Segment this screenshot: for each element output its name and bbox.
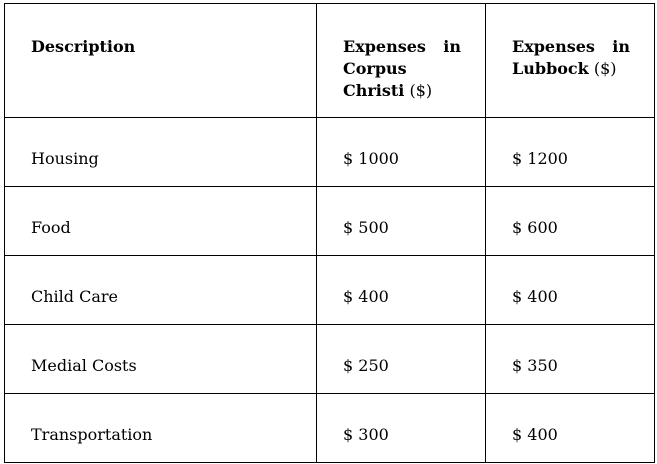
cell-lubbock: $ 600 (486, 187, 655, 256)
table-row (5, 118, 655, 187)
table-row (5, 187, 655, 256)
cell-description: Medial Costs (5, 325, 317, 394)
header-description-label: Description (31, 37, 136, 56)
header-lubbock-unit: ($) (593, 59, 617, 78)
cell-description: Housing (5, 118, 317, 187)
cell-corpus-christi: $ 250 (317, 325, 486, 394)
cell-corpus-christi: $ 1000 (317, 118, 486, 187)
header-lubbock (486, 4, 655, 118)
cell-corpus-christi: $ 300 (317, 394, 486, 463)
header-description (5, 4, 317, 118)
header-row (5, 4, 655, 118)
cell-corpus-christi: $ 400 (317, 256, 486, 325)
cell-lubbock: $ 1200 (486, 118, 655, 187)
cell-lubbock: $ 400 (486, 394, 655, 463)
cell-description: Transportation (5, 394, 317, 463)
cell-description: Child Care (5, 256, 317, 325)
cell-lubbock: $ 350 (486, 325, 655, 394)
header-corpus-christi-unit: ($) (409, 81, 433, 100)
header-lubbock-label: Expenses in Lubbock (512, 37, 630, 78)
header-corpus-christi (317, 4, 486, 118)
table-row (5, 394, 655, 463)
header-corpus-christi-label: Expenses in Corpus Christi (343, 37, 461, 100)
cell-description: Food (5, 187, 317, 256)
cell-lubbock: $ 400 (486, 256, 655, 325)
table-row (5, 325, 655, 394)
table-row (5, 256, 655, 325)
cell-corpus-christi: $ 500 (317, 187, 486, 256)
expenses-table (4, 3, 655, 463)
